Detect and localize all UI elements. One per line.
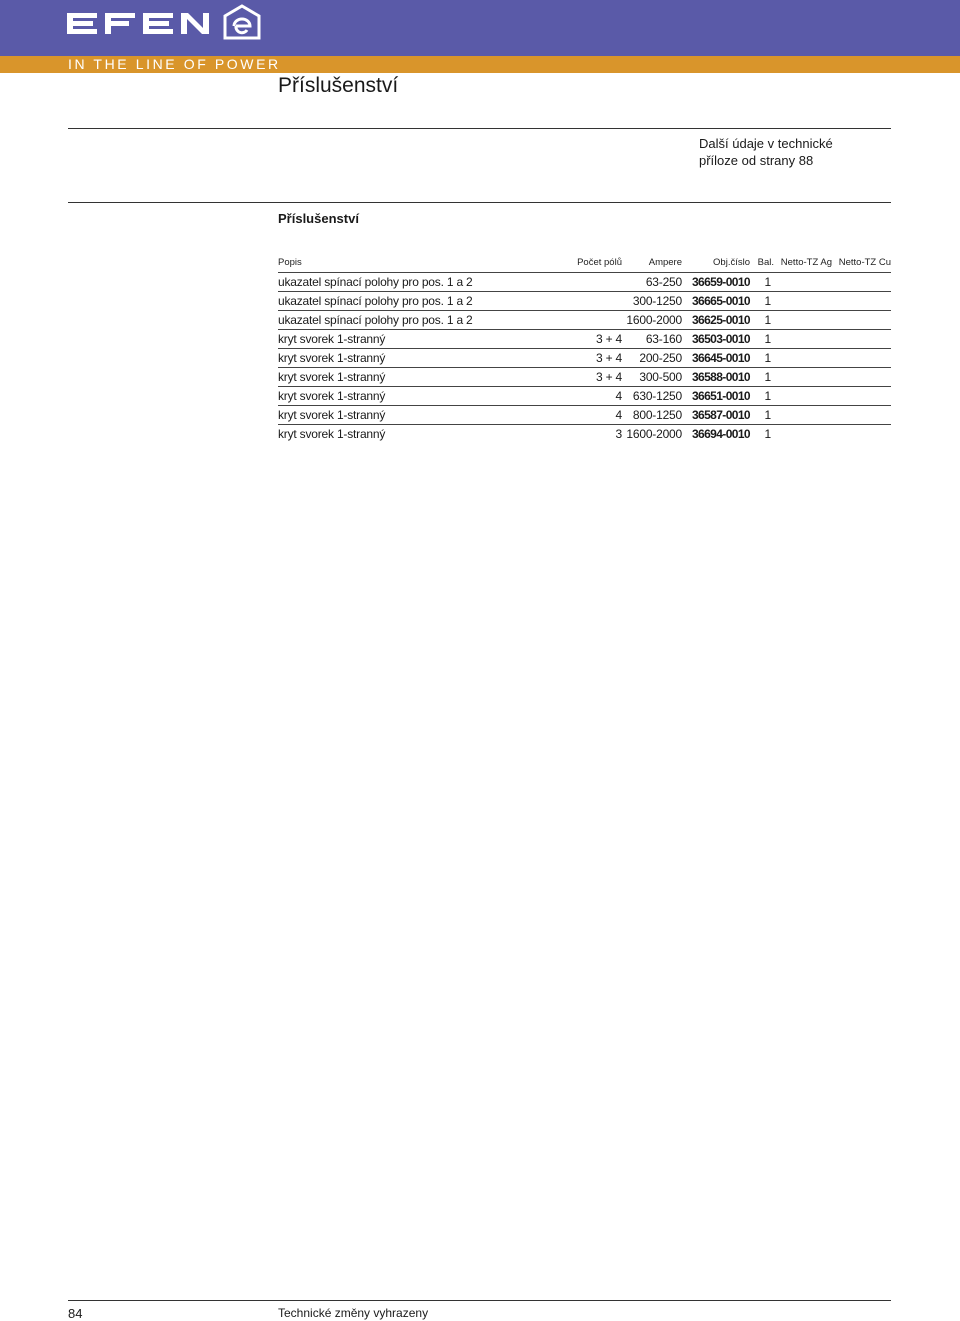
header-pack: Bal. (757, 257, 774, 268)
cell-order-number: 36694-0010 (691, 427, 750, 441)
cell-description: ukazatel spínací polohy pro pos. 1 a 2 (278, 294, 473, 308)
header-poles: Počet pólů (577, 257, 622, 268)
table-row (278, 272, 891, 291)
cell-pack: 1 (764, 332, 771, 346)
cell-ampere: 300-500 (639, 370, 682, 384)
cell-ampere: 200-250 (639, 351, 682, 365)
table-row (278, 424, 891, 443)
divider (68, 128, 891, 129)
cell-pack: 1 (764, 408, 771, 422)
cell-description: ukazatel spínací polohy pro pos. 1 a 2 (278, 275, 473, 289)
cell-ampere: 1600-2000 (626, 427, 682, 441)
cell-description: kryt svorek 1-stranný (278, 427, 386, 441)
cell-pack: 1 (764, 427, 771, 441)
cell-poles: 3 + 4 (595, 332, 622, 346)
cell-order-number: 36588-0010 (691, 370, 750, 384)
cell-order-number: 36665-0010 (691, 294, 750, 308)
cell-description: kryt svorek 1-stranný (278, 370, 386, 384)
cell-poles: 4 (615, 408, 622, 422)
cell-pack: 1 (764, 294, 771, 308)
header-order-number: Obj.číslo (713, 257, 750, 268)
cell-pack: 1 (764, 313, 771, 327)
cell-description: kryt svorek 1-stranný (278, 389, 386, 403)
page-number: 84 (68, 1306, 83, 1321)
cell-ampere: 300-1250 (632, 294, 682, 308)
cell-poles: 3 + 4 (595, 370, 622, 384)
table-row (278, 386, 891, 405)
table-row (278, 367, 891, 386)
footer-note: Technické změny vyhrazeny (278, 1306, 429, 1320)
table-row (278, 310, 891, 329)
cell-order-number: 36659-0010 (691, 275, 750, 289)
cell-poles: 4 (615, 389, 622, 403)
cell-ampere: 63-160 (645, 332, 682, 346)
table-row (278, 348, 891, 367)
table-row (278, 291, 891, 310)
divider (68, 202, 891, 203)
cell-order-number: 36625-0010 (691, 313, 750, 327)
technical-note (699, 135, 833, 169)
footer-divider (68, 1300, 891, 1301)
header-netto-cu: Netto-TZ Cu (838, 257, 891, 268)
cell-poles: 3 (615, 427, 622, 441)
cell-order-number: 36645-0010 (691, 351, 750, 365)
accessories-table (278, 255, 891, 443)
cell-description: ukazatel spínací polohy pro pos. 1 a 2 (278, 313, 473, 327)
cell-description: kryt svorek 1-stranný (278, 408, 386, 422)
cell-pack: 1 (764, 275, 771, 289)
table-body (278, 272, 891, 443)
note-line-1: Další údaje v technické (699, 136, 833, 151)
cell-order-number: 36587-0010 (691, 408, 750, 422)
efen-logo (67, 4, 267, 44)
cell-ampere: 630-1250 (632, 389, 682, 403)
table-header (278, 255, 891, 272)
page-title: Příslušenství (278, 74, 399, 97)
cell-description: kryt svorek 1-stranný (278, 332, 386, 346)
cell-order-number: 36503-0010 (691, 332, 750, 346)
tagline: IN THE LINE OF POWER (68, 56, 281, 72)
header-popis: Popis (278, 257, 302, 268)
note-line-2: příloze od strany 88 (699, 153, 814, 168)
cell-pack: 1 (764, 351, 771, 365)
cell-order-number: 36651-0010 (691, 389, 750, 403)
section-title: Příslušenství (278, 211, 359, 226)
cell-ampere: 1600-2000 (626, 313, 682, 327)
cell-ampere: 63-250 (645, 275, 682, 289)
cell-pack: 1 (764, 370, 771, 384)
table-row (278, 329, 891, 348)
cell-poles: 3 + 4 (595, 351, 622, 365)
cell-pack: 1 (764, 389, 771, 403)
header-ampere: Ampere (648, 257, 682, 268)
header-netto-ag: Netto-TZ Ag (780, 257, 832, 268)
cell-description: kryt svorek 1-stranný (278, 351, 386, 365)
table-row (278, 405, 891, 424)
cell-ampere: 800-1250 (632, 408, 682, 422)
